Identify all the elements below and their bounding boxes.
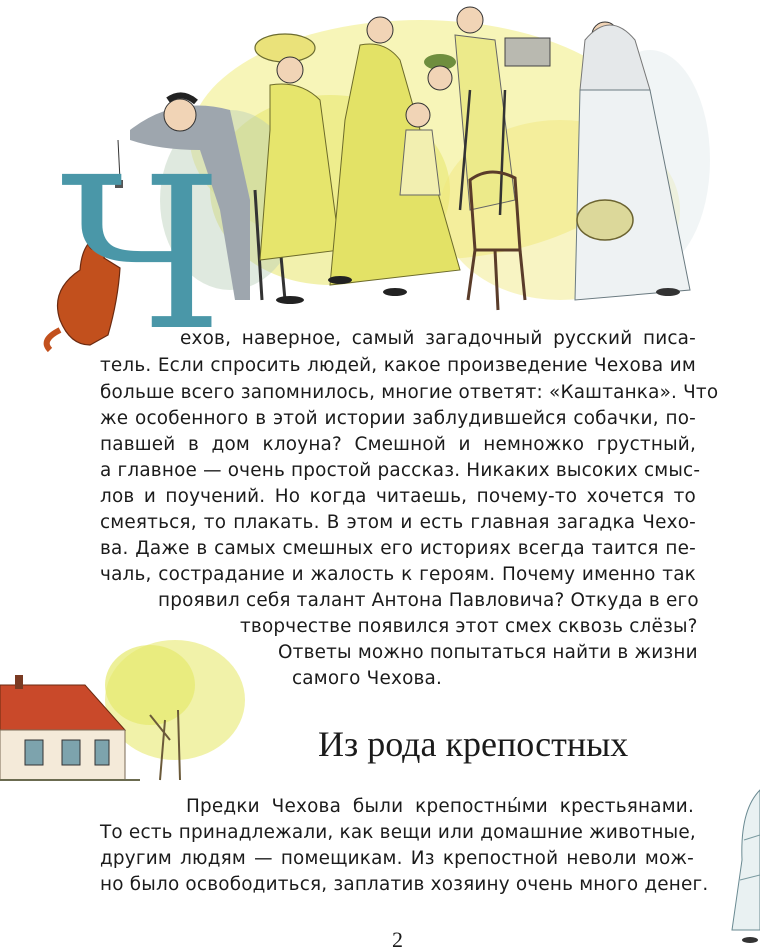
text-line: проявил себя талант Антона Павловича? Откуда в его — [158, 590, 699, 611]
text-line: больше всего запомнилось, многие ответят: «Каштанка». Что — [100, 382, 719, 403]
drop-cap: Ч — [60, 132, 223, 377]
text-line: но было освободиться, заплатив хозяину очень много денег. — [100, 874, 709, 895]
figure-fragment-illustration — [722, 780, 760, 951]
text-line: тель. Если спросить людей, какое произведение Чехова им — [100, 355, 696, 376]
section-heading: Из рода крепостных — [318, 724, 629, 764]
house-illustration — [0, 630, 250, 790]
text-line: ехов, наверное, самый загадочный русский писа- — [180, 328, 696, 349]
text-line: а главное — очень простой рассказ. Никаких высоких смыс- — [100, 460, 701, 481]
text-line: ва. Даже в самых смешных его историях всегда таится пе- — [100, 538, 696, 559]
text-line: самого Чехова. — [292, 668, 443, 689]
text-line: лов и поучений. Но когда читаешь, почему-то хочется то — [100, 486, 696, 507]
text-line: другим людям — помещикам. Из крепостной неволи мож- — [100, 848, 694, 869]
text-line: же особенного в этой истории заблудившейся собачки, по- — [100, 408, 696, 429]
text-line: Предки Чехова были крепостны́ми крестьянами. — [186, 796, 694, 817]
text-line: Ответы можно попытаться найти в жизни — [278, 642, 698, 663]
page-number: 2 — [392, 927, 403, 952]
text-line: павшей в дом клоуна? Смешной и немножко грустный, — [100, 434, 696, 455]
text-line: То есть принадлежали, как вещи или домашние животные, — [100, 822, 696, 843]
text-line: смеяться, то плакать. В этом и есть главная загадка Чехо- — [100, 512, 696, 533]
text-line: чаль, сострадание и жалость к героям. Почему именно так — [100, 564, 696, 585]
text-line: творчестве появился этот смех сквозь слёзы? — [240, 616, 698, 637]
